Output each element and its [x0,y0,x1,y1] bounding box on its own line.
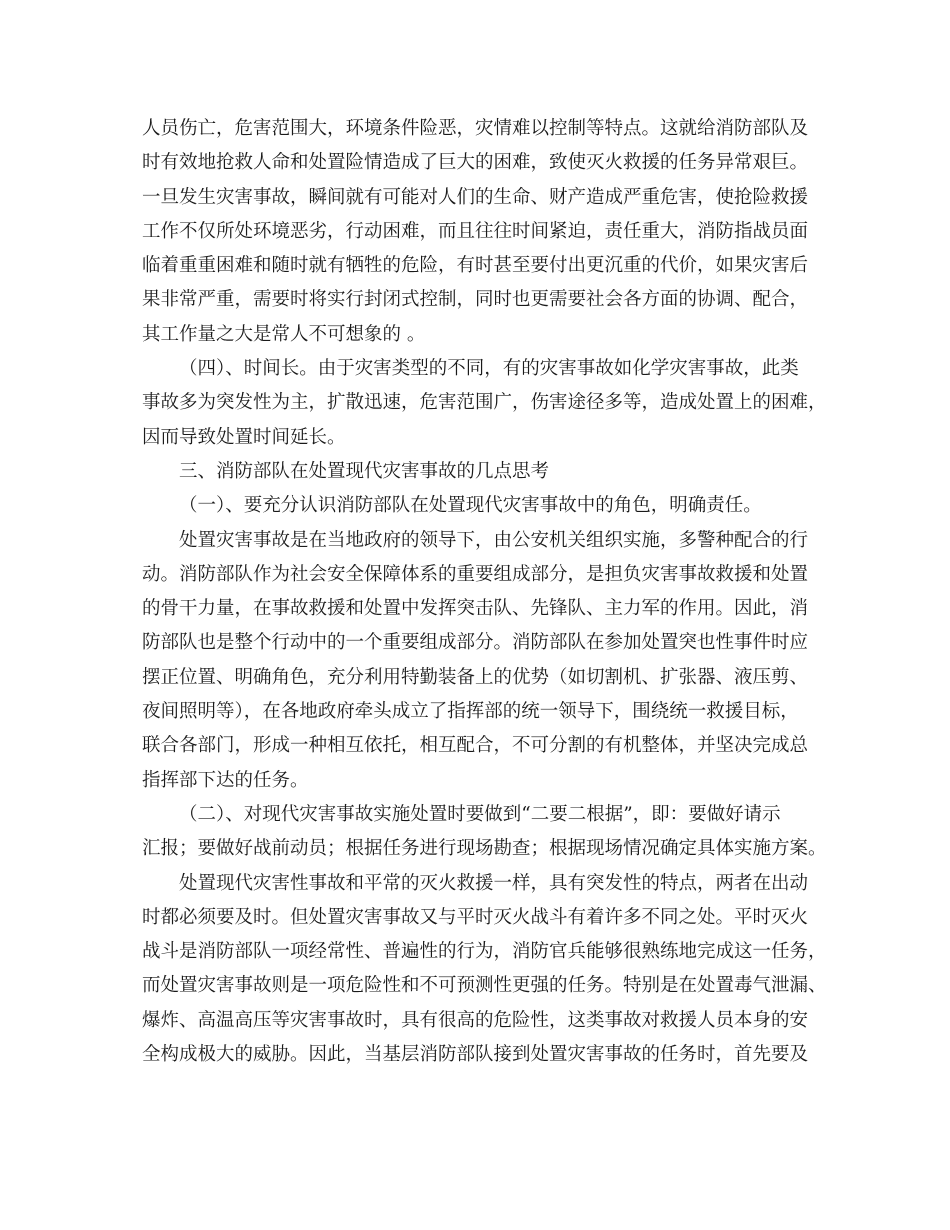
body-text-line: 而处置灾害事故则是一项危险性和不可预测性更强的任务。特别是在处置毒气泄漏、 [142,975,827,997]
body-text-line: 战斗是消防部队一项经常性、普遍性的行为，消防官兵能够很熟练地完成这一任务， [142,941,827,963]
body-text-line: 一旦发生灾害事故，瞬间就有可能对人们的生命、财产造成严重危害，使抢险救援 [142,186,809,208]
body-text-line: 全构成极大的威胁。因此，当基层消防部队接到处置灾害事故的任务时，首先要及 [142,1044,809,1066]
body-text-line: 因而导致处置时间延长。 [142,426,346,448]
paragraph-first-line: 处置现代灾害性事故和平常的灭火救援一样，具有突发性的特点，两者在出动 [179,872,809,894]
body-text-line: 人员伤亡，危害范围大，环境条件险恶，灾情难以控制等特点。这就给消防部队及 [142,118,809,139]
body-text-line: 爆炸、高温高压等灾害事故时，具有很高的危险性，这类事故对救援人员本身的安 [142,1009,809,1031]
body-text-line: 摆正位置、明确角色，充分利用特勤装备上的优势（如切割机、扩张器、液压剪、 [142,666,809,688]
body-text-line: 夜间照明等），在各地政府牵头成立了指挥部的统一领导下，围绕统一救援目标， [142,701,799,723]
body-text-line: 其工作量之大是常人不可想象的 。 [142,323,426,345]
paragraph-first-line: 处置灾害事故是在当地政府的领导下，由公安机关组织实施，多警种配合的行 [179,529,809,551]
body-text-line: 的骨干力量，在事故救援和处置中发挥突击队、先锋队、主力军的作用。因此，消 [142,598,809,620]
paragraph-first-line: （四）、时间长。由于灾害类型的不同，有的灾害事故如化学灾害事故，此类 [179,358,799,380]
body-text-line: 临着重重困难和随时就有牺牲的危险，有时甚至要付出更沉重的代价，如果灾害后 [142,255,809,277]
document-body [142,112,832,1072]
body-text-line: 联合各部门，形成一种相互依托，相互配合，不可分割的有机整体，并坚决完成总 [142,735,809,757]
body-text-line: 防部队也是整个行动中的一个重要组成部分。消防部队在参加处置突也性事件时应 [142,632,809,654]
paragraph-first-line: （二）、对现代灾害事故实施处置时要做到“二要二根据”，即：要做好请示 [179,803,781,825]
body-text-line: 动。消防部队作为社会安全保障体系的重要组成部分，是担负灾害事故救援和处置 [142,563,809,585]
body-text-line: 事故多为突发性为主，扩散迅速，危害范围广，伤害途径多等，造成处置上的困难， [142,392,827,414]
body-text-line: 汇报；要做好战前动员；根据任务进行现场勘查；根据现场情况确定具体实施方案。 [142,838,827,860]
body-text-line: 时都必须要及时。但处置灾害事故又与平时灭火战斗有着许多不同之处。平时灭火 [142,906,809,928]
section-heading: 三、消防部队在处置现代灾害事故的几点思考 [179,460,550,482]
subsection-heading: （一）、要充分认识消防部队在处置现代灾害事故中的角色，明确责任。 [179,495,762,517]
body-text-line: 时有效地抢救人命和处置险情造成了巨大的困难，致使灭火救援的任务异常艰巨。 [142,152,809,174]
body-text-line: 果非常严重，需要时将实行封闭式控制，同时也更需要社会各方面的协调、配合， [142,289,809,311]
body-text-line: 指挥部下达的任务。 [142,769,309,791]
body-text-line: 工作不仅所处环境恶劣，行动困难，而且往往时间紧迫，责任重大，消防指战员面 [142,220,809,242]
